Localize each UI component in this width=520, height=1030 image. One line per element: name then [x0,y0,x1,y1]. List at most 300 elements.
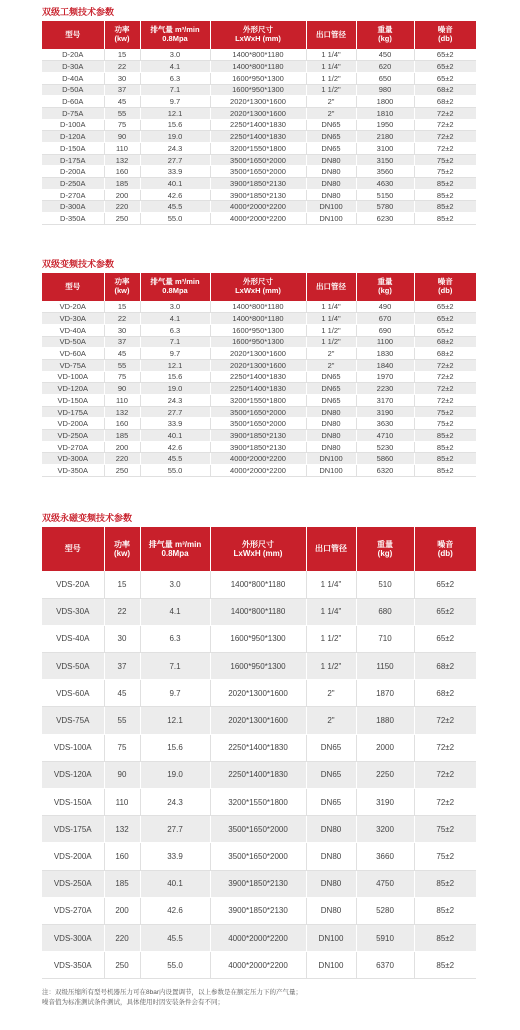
cell-power: 200 [104,189,140,201]
cell-model: VD-100A [42,371,104,383]
cell-dimensions: 1400*800*1180 [210,301,306,313]
cell-power: 90 [104,761,140,788]
cell-noise: 85±2 [414,465,476,477]
cell-dimensions: 1400*800*1180 [210,61,306,73]
cell-model: VDS-20A [42,571,104,598]
cell-dimensions: 3500*1650*2000 [210,843,306,870]
cell-noise: 72±2 [414,707,476,734]
cell-dimensions: 4000*2000*2200 [210,924,306,951]
cell-weight: 3560 [356,166,414,178]
cell-outlet: 1 1/4" [306,571,356,598]
cell-model: VD-350A [42,465,104,477]
cell-outlet: 1 1/4" [306,598,356,625]
cell-model: D-270A [42,189,104,201]
cell-displacement: 45.5 [140,924,210,951]
cell-model: D-175A [42,154,104,166]
header-power: 功率 (kw) [104,527,140,571]
cell-displacement: 27.7 [140,406,210,418]
cell-weight: 450 [356,49,414,61]
cell-power: 132 [104,816,140,843]
cell-model: D-40A [42,72,104,84]
cell-model: VD-175A [42,406,104,418]
cell-outlet: 1 1/2" [306,625,356,652]
cell-noise: 72±2 [414,119,476,131]
table-row [42,734,476,761]
cell-outlet: DN100 [306,952,356,979]
cell-model: D-250A [42,178,104,190]
cell-model: VDS-150A [42,789,104,816]
cell-model: VDS-50A [42,653,104,680]
cell-displacement: 3.0 [140,49,210,61]
header-outlet: 出口管径 [306,527,356,571]
cell-power: 200 [104,897,140,924]
cell-dimensions: 4000*2000*2200 [210,952,306,979]
cell-outlet: 1 1/2" [306,653,356,680]
cell-noise: 72±2 [414,359,476,371]
cell-outlet: DN65 [306,119,356,131]
cell-displacement: 3.0 [140,301,210,313]
table-row [42,371,476,383]
cell-noise: 72±2 [414,395,476,407]
table-row [42,61,476,73]
cell-weight: 1800 [356,96,414,108]
cell-model: VDS-60A [42,680,104,707]
cell-model: VD-150A [42,395,104,407]
cell-model: VDS-40A [42,625,104,652]
table-row [42,789,476,816]
cell-displacement: 12.1 [140,707,210,734]
cell-dimensions: 3500*1650*2000 [210,816,306,843]
cell-dimensions: 3500*1650*2000 [210,418,306,430]
cell-weight: 1870 [356,680,414,707]
cell-noise: 68±2 [414,336,476,348]
cell-noise: 68±2 [414,348,476,360]
cell-displacement: 7.1 [140,84,210,96]
cell-model: VDS-350A [42,952,104,979]
cell-model: VD-75A [42,359,104,371]
cell-outlet: DN80 [306,418,356,430]
cell-noise: 75±2 [414,418,476,430]
header-noise: 噪音 (db) [414,273,476,301]
cell-displacement: 19.0 [140,761,210,788]
header-outlet: 出口管径 [306,273,356,301]
cell-displacement: 19.0 [140,131,210,143]
cell-dimensions: 4000*2000*2200 [210,465,306,477]
cell-dimensions: 3500*1650*2000 [210,406,306,418]
cell-displacement: 12.1 [140,107,210,119]
cell-power: 22 [104,598,140,625]
cell-weight: 5910 [356,924,414,951]
cell-noise: 68±2 [414,96,476,108]
cell-noise: 65±2 [414,625,476,652]
cell-power: 185 [104,870,140,897]
cell-outlet: DN65 [306,131,356,143]
cell-dimensions: 3900*1850*2130 [210,430,306,442]
cell-noise: 72±2 [414,761,476,788]
table-row [42,359,476,371]
cell-dimensions: 2020*1300*1600 [210,348,306,360]
cell-model: D-100A [42,119,104,131]
cell-dimensions: 2020*1300*1600 [210,359,306,371]
cell-displacement: 24.3 [140,789,210,816]
cell-weight: 5230 [356,441,414,453]
cell-power: 160 [104,418,140,430]
cell-model: D-120A [42,131,104,143]
header-dimensions: 外形尺寸 LxWxH (mm) [210,273,306,301]
cell-outlet: 2" [306,96,356,108]
cell-outlet: 1 1/2" [306,336,356,348]
footnote-line: 注：双级压缩所有型号机器压力可在8bar内设置调节，以上参数是在额定压力下的产气量； [42,989,303,996]
cell-model: D-75A [42,107,104,119]
cell-displacement: 40.1 [140,430,210,442]
cell-dimensions: 1400*800*1180 [210,49,306,61]
cell-power: 45 [104,348,140,360]
table-row [42,465,476,477]
table-row [42,336,476,348]
cell-displacement: 12.1 [140,359,210,371]
table-row [42,143,476,155]
table-row [42,843,476,870]
cell-displacement: 55.0 [140,465,210,477]
cell-outlet: 2" [306,107,356,119]
cell-power: 132 [104,154,140,166]
cell-displacement: 9.7 [140,96,210,108]
header-displacement: 排气量 m³/min 0.8Mpa [140,527,210,571]
cell-model: D-150A [42,143,104,155]
cell-weight: 690 [356,324,414,336]
cell-displacement: 33.9 [140,843,210,870]
cell-power: 22 [104,61,140,73]
cell-weight: 1880 [356,707,414,734]
cell-dimensions: 2020*1300*1600 [210,680,306,707]
table-row [42,598,476,625]
header-weight: 重量 (kg) [356,273,414,301]
cell-outlet: 2" [306,707,356,734]
header-displacement: 排气量 m³/min 0.8Mpa [140,21,210,49]
table-row [42,816,476,843]
cell-model: VDS-300A [42,924,104,951]
cell-noise: 65±2 [414,598,476,625]
cell-outlet: 2" [306,348,356,360]
cell-displacement: 6.3 [140,324,210,336]
cell-weight: 4630 [356,178,414,190]
cell-power: 37 [104,653,140,680]
cell-power: 160 [104,843,140,870]
table-row [42,952,476,979]
cell-noise: 72±2 [414,371,476,383]
table-row [42,213,476,225]
cell-model: VD-250A [42,430,104,442]
cell-noise: 65±2 [414,49,476,61]
cell-weight: 4710 [356,430,414,442]
table-row [42,324,476,336]
cell-displacement: 9.7 [140,680,210,707]
cell-model: D-200A [42,166,104,178]
table-row [42,395,476,407]
cell-weight: 3630 [356,418,414,430]
cell-outlet: 1 1/4" [306,301,356,313]
cell-outlet: DN100 [306,201,356,213]
cell-power: 37 [104,336,140,348]
cell-dimensions: 3900*1850*2130 [210,189,306,201]
cell-noise: 85±2 [414,201,476,213]
cell-displacement: 42.6 [140,189,210,201]
cell-dimensions: 3900*1850*2130 [210,870,306,897]
table-row [42,154,476,166]
cell-outlet: 1 1/4" [306,61,356,73]
cell-weight: 620 [356,61,414,73]
cell-model: VD-270A [42,441,104,453]
cell-dimensions: 2250*1400*1830 [210,383,306,395]
cell-dimensions: 2020*1300*1600 [210,107,306,119]
cell-weight: 5280 [356,897,414,924]
cell-power: 55 [104,707,140,734]
cell-power: 22 [104,313,140,325]
table-row [42,653,476,680]
cell-noise: 65±2 [414,61,476,73]
cell-dimensions: 2250*1400*1830 [210,761,306,788]
cell-displacement: 40.1 [140,178,210,190]
cell-dimensions: 3500*1650*2000 [210,154,306,166]
table-row [42,119,476,131]
cell-power: 75 [104,734,140,761]
cell-displacement: 33.9 [140,418,210,430]
header-displacement: 排气量 m³/min 0.8Mpa [140,273,210,301]
cell-noise: 85±2 [414,178,476,190]
cell-model: VDS-200A [42,843,104,870]
cell-noise: 72±2 [414,143,476,155]
cell-power: 30 [104,72,140,84]
cell-power: 45 [104,680,140,707]
cell-power: 110 [104,789,140,816]
cell-power: 30 [104,625,140,652]
cell-noise: 65±2 [414,313,476,325]
cell-displacement: 4.1 [140,313,210,325]
cell-weight: 2000 [356,734,414,761]
table-row [42,166,476,178]
cell-displacement: 15.6 [140,734,210,761]
cell-displacement: 6.3 [140,625,210,652]
cell-model: D-60A [42,96,104,108]
cell-power: 37 [104,84,140,96]
cell-dimensions: 1400*800*1180 [210,313,306,325]
table-row [42,870,476,897]
cell-noise: 72±2 [414,734,476,761]
cell-model: VD-20A [42,301,104,313]
cell-dimensions: 4000*2000*2200 [210,201,306,213]
cell-outlet: DN65 [306,761,356,788]
cell-power: 185 [104,178,140,190]
cell-weight: 980 [356,84,414,96]
cell-outlet: 1 1/2" [306,72,356,84]
cell-model: VD-120A [42,383,104,395]
header-dimensions: 外形尺寸 LxWxH (mm) [210,527,306,571]
cell-model: VDS-270A [42,897,104,924]
cell-dimensions: 4000*2000*2200 [210,453,306,465]
table-row [42,625,476,652]
cell-model: D-300A [42,201,104,213]
table-row [42,348,476,360]
cell-power: 110 [104,395,140,407]
table-row [42,571,476,598]
cell-power: 90 [104,383,140,395]
cell-displacement: 42.6 [140,897,210,924]
cell-model: VD-60A [42,348,104,360]
cell-model: VD-50A [42,336,104,348]
cell-model: VD-200A [42,418,104,430]
cell-dimensions: 1600*950*1300 [210,336,306,348]
cell-weight: 3200 [356,816,414,843]
cell-outlet: DN65 [306,789,356,816]
cell-outlet: DN80 [306,154,356,166]
cell-noise: 75±2 [414,154,476,166]
cell-weight: 1950 [356,119,414,131]
header-noise: 噪音 (db) [414,21,476,49]
cell-weight: 3170 [356,395,414,407]
cell-model: VD-30A [42,313,104,325]
cell-noise: 65±2 [414,571,476,598]
cell-model: VDS-175A [42,816,104,843]
cell-power: 15 [104,301,140,313]
cell-power: 15 [104,49,140,61]
cell-model: D-30A [42,61,104,73]
cell-weight: 1100 [356,336,414,348]
cell-displacement: 4.1 [140,61,210,73]
cell-noise: 85±2 [414,924,476,951]
cell-dimensions: 1600*950*1300 [210,84,306,96]
cell-model: D-350A [42,213,104,225]
header-model: 型号 [42,273,104,301]
cell-model: VD-300A [42,453,104,465]
cell-outlet: 2" [306,359,356,371]
cell-model: VD-40A [42,324,104,336]
cell-outlet: 1 1/4" [306,49,356,61]
cell-model: VDS-100A [42,734,104,761]
cell-displacement: 40.1 [140,870,210,897]
cell-displacement: 45.5 [140,453,210,465]
header-noise: 噪音 (db) [414,527,476,571]
cell-outlet: DN100 [306,453,356,465]
cell-dimensions: 3900*1850*2130 [210,441,306,453]
cell-dimensions: 3900*1850*2130 [210,897,306,924]
cell-power: 90 [104,131,140,143]
cell-noise: 65±2 [414,301,476,313]
cell-noise: 65±2 [414,324,476,336]
cell-displacement: 33.9 [140,166,210,178]
cell-noise: 85±2 [414,870,476,897]
cell-noise: 68±2 [414,84,476,96]
cell-weight: 2180 [356,131,414,143]
cell-power: 45 [104,96,140,108]
cell-dimensions: 4000*2000*2200 [210,213,306,225]
cell-weight: 6230 [356,213,414,225]
cell-weight: 5860 [356,453,414,465]
cell-power: 75 [104,371,140,383]
cell-weight: 1810 [356,107,414,119]
cell-power: 160 [104,166,140,178]
header-model: 型号 [42,527,104,571]
cell-noise: 85±2 [414,189,476,201]
cell-weight: 6370 [356,952,414,979]
cell-noise: 85±2 [414,441,476,453]
table-row [42,178,476,190]
cell-outlet: DN100 [306,213,356,225]
cell-displacement: 27.7 [140,816,210,843]
cell-weight: 5150 [356,189,414,201]
table-row [42,313,476,325]
table-row [42,453,476,465]
footnotes [42,988,482,1008]
table-row [42,406,476,418]
cell-power: 250 [104,952,140,979]
cell-displacement: 55.0 [140,213,210,225]
cell-weight: 510 [356,571,414,598]
cell-weight: 3100 [356,143,414,155]
cell-outlet: DN80 [306,166,356,178]
cell-dimensions: 2020*1300*1600 [210,707,306,734]
cell-dimensions: 3200*1550*1800 [210,143,306,155]
cell-weight: 1150 [356,653,414,680]
cell-outlet: DN80 [306,406,356,418]
cell-noise: 72±2 [414,131,476,143]
cell-outlet: DN80 [306,870,356,897]
section-title-fixed-speed: 双级工频技术参数 [42,7,115,17]
header-model: 型号 [42,21,104,49]
cell-displacement: 24.3 [140,395,210,407]
cell-power: 250 [104,465,140,477]
cell-outlet: 1 1/4" [306,313,356,325]
cell-power: 220 [104,924,140,951]
spec-table-fixed-speed [42,21,476,225]
cell-power: 55 [104,359,140,371]
cell-weight: 6320 [356,465,414,477]
cell-dimensions: 2250*1400*1830 [210,734,306,761]
cell-outlet: DN65 [306,383,356,395]
table-row [42,49,476,61]
cell-noise: 75±2 [414,406,476,418]
cell-weight: 650 [356,72,414,84]
cell-outlet: DN80 [306,843,356,870]
cell-noise: 68±2 [414,680,476,707]
cell-dimensions: 2020*1300*1600 [210,96,306,108]
cell-noise: 85±2 [414,952,476,979]
cell-power: 220 [104,201,140,213]
cell-displacement: 9.7 [140,348,210,360]
cell-noise: 75±2 [414,843,476,870]
table-row [42,383,476,395]
cell-displacement: 7.1 [140,336,210,348]
cell-model: VDS-250A [42,870,104,897]
cell-power: 132 [104,406,140,418]
cell-dimensions: 1600*950*1300 [210,324,306,336]
cell-displacement: 7.1 [140,653,210,680]
header-weight: 重量 (kg) [356,21,414,49]
cell-weight: 2250 [356,761,414,788]
cell-weight: 3190 [356,789,414,816]
cell-model: VDS-30A [42,598,104,625]
cell-dimensions: 1600*950*1300 [210,625,306,652]
cell-weight: 3190 [356,406,414,418]
cell-model: D-20A [42,49,104,61]
cell-weight: 1830 [356,348,414,360]
table-row [42,72,476,84]
header-weight: 重量 (kg) [356,527,414,571]
spec-table-variable-speed [42,273,476,477]
cell-weight: 2230 [356,383,414,395]
cell-power: 110 [104,143,140,155]
cell-power: 200 [104,441,140,453]
cell-weight: 670 [356,313,414,325]
